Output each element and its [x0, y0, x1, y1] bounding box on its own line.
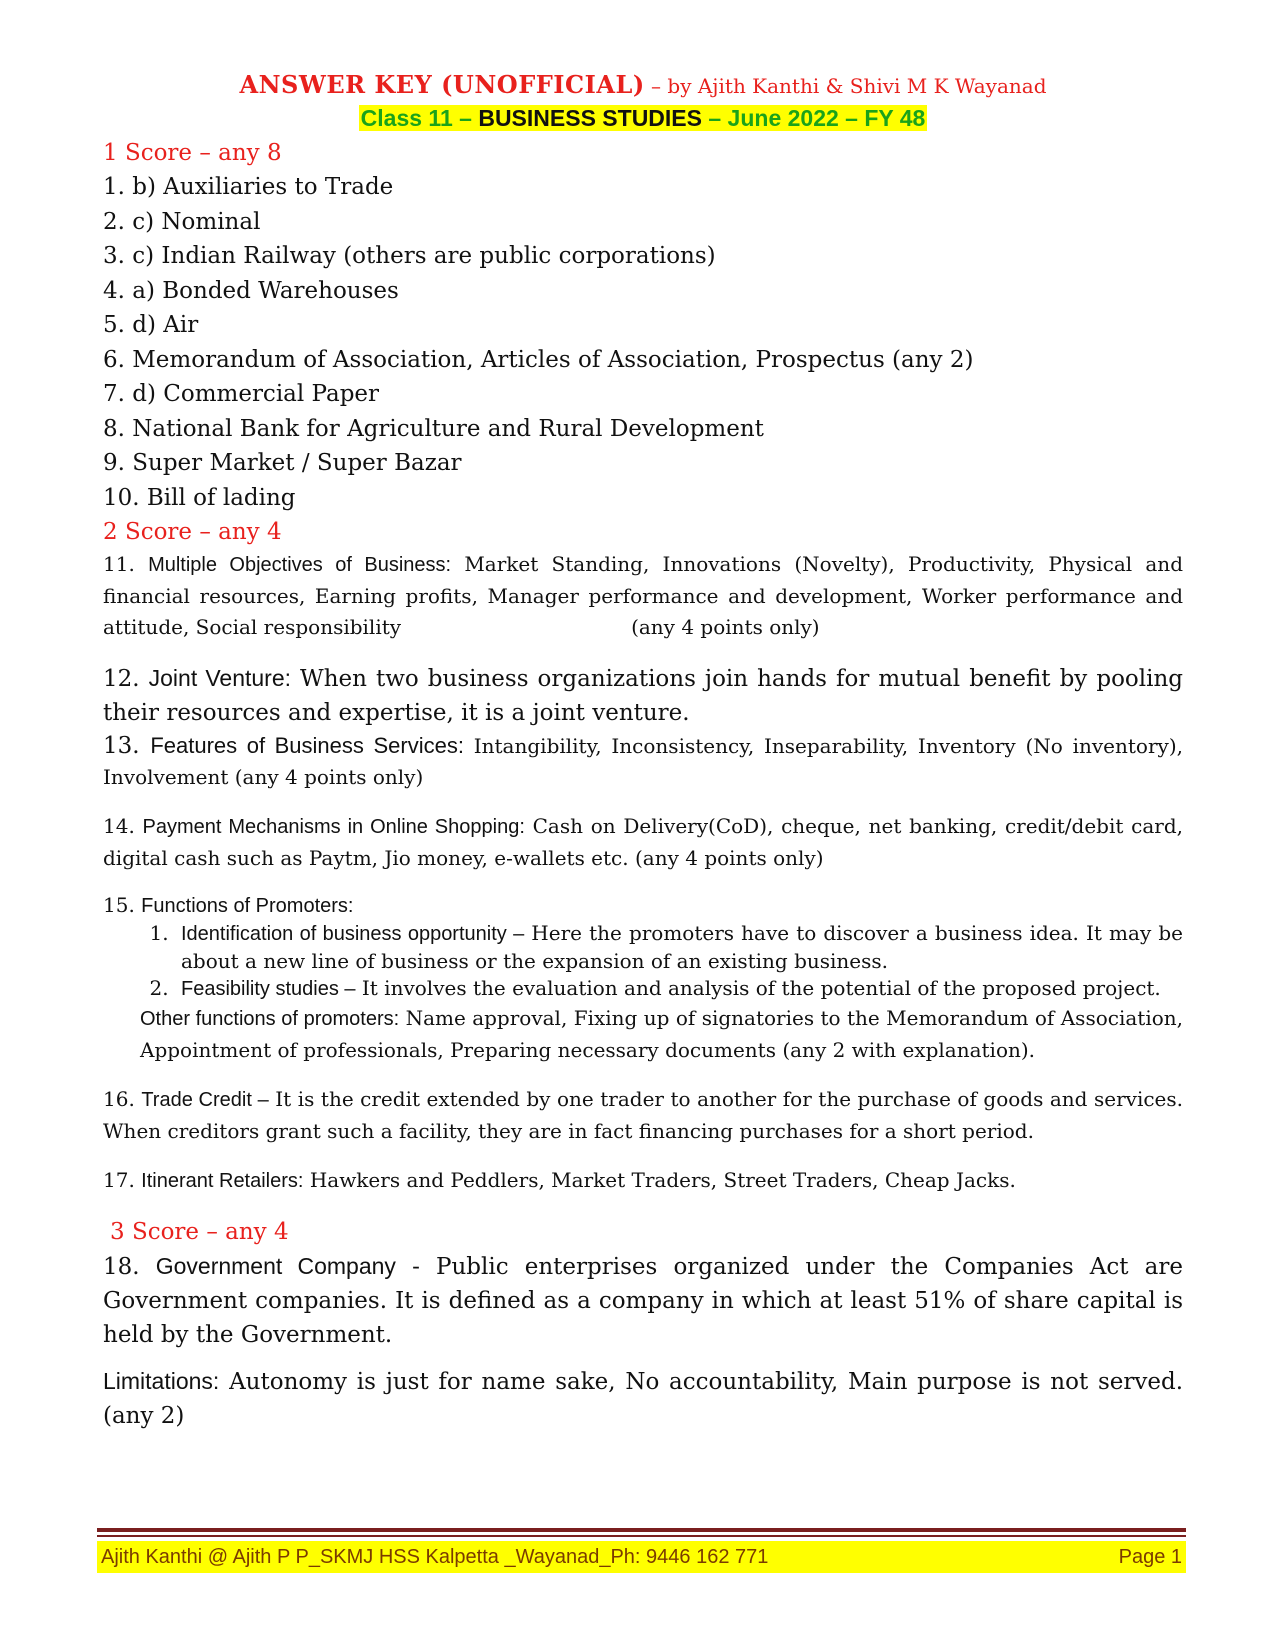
title-main: ANSWER KEY (UNOFFICIAL): [239, 70, 645, 99]
spacer: [103, 874, 1183, 892]
answer-11: [103, 549, 1183, 643]
spacer: [103, 793, 1183, 811]
answer-5: 5. d) Air: [103, 312, 199, 338]
answer-13: [103, 730, 1183, 793]
subtitle-highlight: [359, 105, 928, 131]
page-number: Page 1: [1118, 1545, 1182, 1568]
subtitle-date: – June 2022 – FY 48: [701, 105, 926, 131]
answer-9: 9. Super Market / Super Bazar: [103, 450, 462, 476]
promoter-functions-list: [103, 920, 1183, 1003]
answer-12-text: When two business organizations join hands for mutual benefit by pooling their resources and expertise, it is a joint venture.: [103, 666, 1184, 726]
answer-8: 8. National Bank for Agriculture and Rural Development: [103, 415, 764, 442]
answer-2: 2. c) Nominal: [103, 208, 261, 235]
answer-18-number: 18.: [103, 1254, 156, 1280]
answer-12: [103, 661, 1183, 730]
spacer: [103, 1197, 1183, 1215]
subtitle-subject: BUSINESS STUDIES: [478, 105, 702, 131]
promoter-function-text: Here the promoters have to discover a business idea. It may be about a new line of business or the expansion of an existing business.: [181, 921, 1183, 973]
answer-17-term: Itinerant Retailers:: [141, 1170, 304, 1192]
section-heading-3-score: 3 Score – any 4: [110, 1219, 289, 1245]
footer-rule-thick: [97, 1528, 1186, 1532]
answer-13-term: Features of Business Services:: [150, 733, 464, 758]
footer-author: Ajith Kanthi @ Ajith P P_SKMJ HSS Kalpetta _Wayanad_Ph: 9446 162 771: [101, 1545, 769, 1568]
other-functions-text: Name approval, Fixing up of signatories to the Memorandum of Association, Appointment of professionals, Preparing necessary documents (any 2 with explanation).: [140, 1006, 1183, 1062]
promoter-function-term: Identification of business opportunity –: [181, 923, 525, 945]
answer-18-text: - Public enterprises organized under the Companies Act are Government companies. It is defined as a company in which at least 51% of share capital is held by the Government.: [103, 1254, 1183, 1348]
answer-17: [103, 1165, 1183, 1197]
limitations: [103, 1364, 1183, 1433]
answer-16-text: It is the credit extended by one trader to another for the purchase of goods and services. When creditors grant such a facility, they are in fact financing purchases for a short period.: [103, 1087, 1183, 1143]
other-functions-term: Other functions of promoters:: [140, 1008, 400, 1030]
footer-rule-thin: [97, 1535, 1186, 1537]
answer-13-number: 13.: [103, 733, 151, 759]
answer-17-number: 17.: [103, 1168, 142, 1192]
spacer: [103, 1066, 1183, 1084]
one-score-answers: [103, 170, 1183, 515]
answer-17-text: Hawkers and Peddlers, Market Traders, Street Traders, Cheap Jacks.: [303, 1168, 1016, 1192]
answer-15-term: Functions of Promoters:: [141, 895, 354, 917]
answer-14-number: 14.: [103, 814, 143, 838]
answer-14: [103, 811, 1183, 874]
answer-6: 6. Memorandum of Association, Articles of Association, Prospectus (any 2): [103, 346, 974, 373]
answer-11-note: (any 4 points only): [631, 615, 820, 639]
answer-15-heading: [103, 892, 1183, 920]
promoter-function-text: It involves the evaluation and analysis of the potential of the proposed project.: [355, 976, 1161, 1000]
answer-16-term: Trade Credit –: [141, 1089, 269, 1111]
answer-16-number: 16.: [103, 1087, 142, 1111]
answer-13-text: Intangibility, Inconsistency, Inseparability, Inventory (No inventory), Involvement (any 4 points only): [103, 734, 1183, 789]
answer-11-term: Multiple Objectives of Business:: [148, 554, 452, 576]
title-authors: – by Ajith Kanthi & Shivi M K Wayanad: [644, 74, 1047, 98]
section-heading-1-score: 1 Score – any 8: [103, 140, 282, 166]
limitations-term: Limitations:: [103, 1368, 220, 1394]
answer-1: 1. b) Auxiliaries to Trade: [103, 174, 394, 200]
answer-11-number: 11.: [103, 552, 149, 576]
document-subtitle: [103, 103, 1183, 136]
answer-key-page: [103, 70, 1183, 1433]
answer-15: [103, 892, 1183, 1066]
answer-14-text: Cash on Delivery(CoD), cheque, net banking, credit/debit card, digital cash such as Paytm, Jio money, e-wallets etc. (any 4 points only): [103, 814, 1183, 870]
footer-rule: [97, 1528, 1186, 1537]
answer-4: 4. a) Bonded Warehouses: [103, 277, 399, 304]
answer-12-term: Joint Venture:: [148, 665, 292, 691]
document-title: [103, 70, 1183, 101]
answer-16: [103, 1084, 1183, 1147]
promoter-function-item: [175, 920, 1183, 975]
spacer: [103, 643, 1183, 661]
promoter-function-term: Feasibility studies –: [181, 978, 356, 1000]
answer-12-number: 12.: [103, 666, 149, 692]
answer-10: 10. Bill of lading: [103, 484, 296, 511]
answer-3: 3. c) Indian Railway (others are public corporations): [103, 243, 716, 269]
section-heading-2-score: 2 Score – any 4: [103, 519, 282, 545]
spacer: [103, 1147, 1183, 1165]
promoter-function-item: [175, 975, 1183, 1003]
limitations-text: Autonomy is just for name sake, No accountability, Main purpose is not served. (any 2): [103, 1369, 1183, 1429]
answer-18: [103, 1249, 1183, 1352]
other-promoter-functions: [103, 1003, 1183, 1066]
answer-7: 7. d) Commercial Paper: [103, 381, 380, 407]
answer-14-term: Payment Mechanisms in Online Shopping:: [142, 816, 525, 838]
spacer: [103, 1352, 1183, 1364]
answer-15-number: 15.: [103, 893, 142, 917]
answer-18-term: Government Company: [155, 1253, 396, 1279]
subtitle-class: Class 11 –: [360, 105, 479, 131]
page-footer: [97, 1541, 1186, 1573]
answer-11-text: Market Standing, Innovations (Novelty), Productivity, Physical and financial resources, Earning profits, Manager performance and development, Worker performance and attitude, Social responsibility: [103, 552, 1183, 639]
